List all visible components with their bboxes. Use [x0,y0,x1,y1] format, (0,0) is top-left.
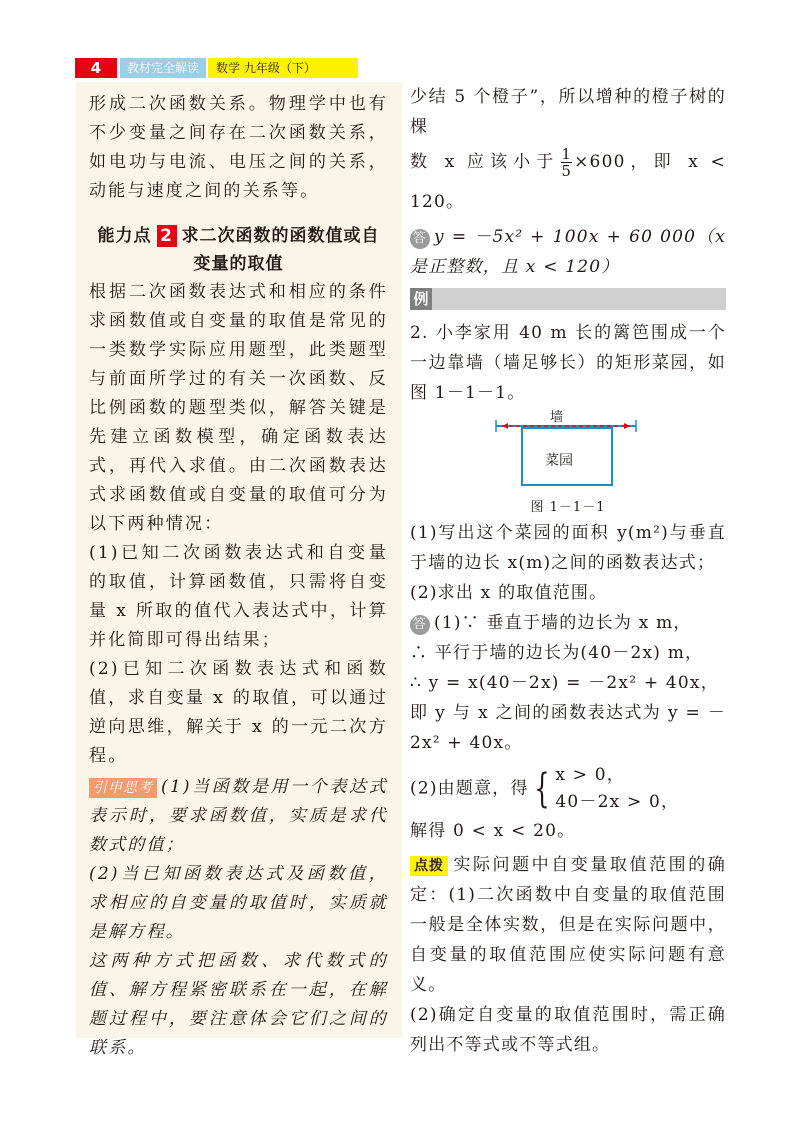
tip-2: (2)确定自变量的取值范围时，需正确列出不等式或不等式组。 [410,1005,726,1055]
question-2-1: (1)写出这个菜园的面积 y(m²)与垂直于墙的边长 x(m)之间的函数表达式； [410,523,726,573]
continued-text-b: ×600，即 x < 120。 [410,152,726,212]
arrow-left [502,423,508,429]
case-2: (2)已知二次函数表达式和函数值，求自变量 x 的取值，可以通过逆向思维，解关于 x 的一元二次方程。 [89,659,388,766]
tip-1: 实际问题中自变量取值范围的确定：(1)二次函数中自变量的取值范围一般是全体实数，但是在实际问题中，自变量的取值范围应使实际问题有意义。 [410,855,726,995]
solution-5-text: (2)由题意，得 [410,778,529,799]
solution-4: 即 y 与 x 之间的函数表达式为 y = －2x² + 40x。 [410,703,726,753]
system-brace: { [534,766,551,812]
tip-tag: 点拨 [410,856,448,876]
book-title: 教材完全解读 [120,58,206,78]
solution-3: ∴ y = x(40－2x) = －2x² + 40x， [410,673,719,693]
fraction [561,146,572,179]
solution-2: ∴ 平行于墙的边长为(40－2x) m， [410,643,704,663]
think-3: 这两种方式把函数、求代数式的值、解方程紧密联系在一起，在解题过程中，要注意体会它们之间的联系。 [89,951,388,1058]
fraction-numerator: 1 [561,145,573,163]
think-2: (2)当已知函数表达式及函数值，求相应的自变量的取值时，实质就是解方程。 [89,864,388,942]
ability-number: 2 [157,225,177,247]
figure-caption: 图 1－1－1 [530,500,606,515]
think-1: (1)当函数是用一个表达式表示时，要求函数值，实质是求代数式的值； [89,777,388,855]
garden-label: 菜园 [545,453,573,469]
example-bar [410,288,726,310]
page-header [75,58,360,78]
right-column [410,82,726,1060]
subject-label: 数学 九年级（下） [208,58,358,78]
question-2-2: (2)求出 x 的取值范围。 [410,583,608,603]
answer-1 [410,222,726,282]
example-mark: 例 [410,288,432,310]
arrow-right [624,423,630,429]
left-column [76,82,402,1058]
inequality-2: 40－2x > 0， [555,792,680,812]
inequality-1: x > 0， [555,765,625,785]
think-tag: 引申思考 [89,778,157,798]
answer-1-text: y = －5x² + 100x + 60 000（x 是正整数，且 x < 120） [410,227,726,277]
inequality-system [555,762,679,816]
intro-text: 形成二次函数关系。物理学中也有不少变量之间存在二次函数关系，如电功与电流、电压之间的关系，动能与速度之间的关系等。 [89,94,388,201]
question-2: 2. 小李家用 40 m 长的篱笆围成一个一边靠墙（墙足够长）的矩形菜园，如图 1－1－1。 [410,323,726,403]
ability-paragraph: 根据二次函数表达式和相应的条件求函数值或自变量的取值是常见的一类数学实际应用题型，此类题型与前面所学过的有关一次函数、反比例函数的题型类似，解答关键是先建立函数模型，确定函数表达式，再代入求值。由二次函数表达式求函数值或自变量的取值可分为以下两种情况： [89,282,388,534]
ability-title-1: 求二次函数的函数值或自 [181,226,380,246]
ability-label: 能力点 [97,226,152,246]
answer-icon: 答 [410,229,430,249]
continued-line-2 [410,142,726,222]
case-1: (1)已知二次函数表达式和自变量的取值，计算函数值，只需将自变量 x 所取的值代入表达式中，计算并化简即可得出结果； [89,543,388,650]
figure-garden [410,408,726,518]
solution-6: 解得 0 < x < 20。 [410,821,576,841]
wall-label: 墙 [550,410,564,425]
continued-text-a: 数 x 应该小于 [410,152,560,172]
fraction-denominator: 5 [561,162,573,180]
continued-line-1: 少结 5 个橙子”，所以增种的橙子树的棵 [410,87,726,137]
ability-title-2: 变量的取值 [193,254,284,274]
answer-icon-2: 答 [410,615,430,635]
solution-1 [410,608,726,638]
page-number: 4 [75,58,117,78]
tip-block [410,850,726,1000]
solution-5 [410,762,726,816]
think-block [89,773,388,860]
solution-1-text: (1)∵ 垂直于墙的边长为 x m， [434,613,692,633]
ability-heading [89,222,388,278]
